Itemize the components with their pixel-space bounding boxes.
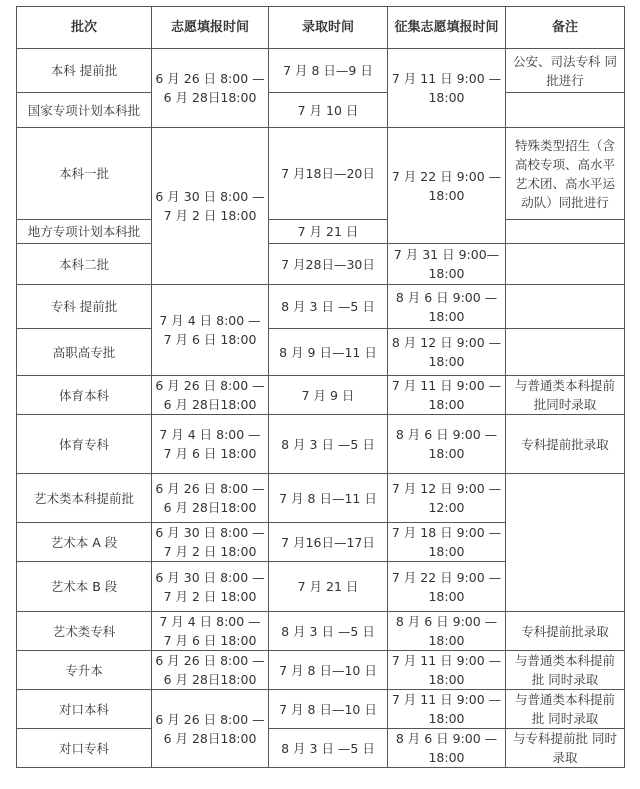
batch-name-cell: 本科一批 <box>17 128 152 220</box>
table-cell: 6 月 26 日 8:00 — 6 月 28日18:00 <box>152 651 269 690</box>
table-cell: 7 月 31 日 9:00—18:00 <box>388 244 506 285</box>
table-row <box>17 220 625 244</box>
table-cell: 7 月 18 日 9:00 — 18:00 <box>388 523 506 562</box>
table-cell: 7 月 11 日 9:00 — 18:00 <box>388 49 506 128</box>
table-cell <box>506 474 625 612</box>
batch-name-cell: 艺术本 B 段 <box>17 562 152 612</box>
header-batch: 批次 <box>17 7 152 49</box>
table-cell: 7 月 8 日—11 日 <box>269 474 388 523</box>
table-cell: 特殊类型招生（含高校专项、高水平艺术团、高水平运动队）同批进行 <box>506 128 625 220</box>
batch-name-cell: 体育本科 <box>17 376 152 415</box>
table-cell: 6 月 30 日 8:00 — 7 月 2 日 18:00 <box>152 128 269 285</box>
batch-name-cell: 体育专科 <box>17 415 152 474</box>
table-row <box>17 729 625 768</box>
table-cell: 7 月 8 日—10 日 <box>269 651 388 690</box>
table-cell: 专科提前批录取 <box>506 612 625 651</box>
table-row <box>17 415 625 474</box>
table-cell: 与普通类本科提前批 同时录取 <box>506 690 625 729</box>
table-cell <box>506 244 625 285</box>
table-row <box>17 244 625 285</box>
table-row <box>17 651 625 690</box>
table-cell: 8 月 3 日 —5 日 <box>269 612 388 651</box>
table-cell: 7 月 21 日 <box>269 220 388 244</box>
header-notes: 备注 <box>506 7 625 49</box>
table-cell: 7 月 11 日 9:00 — 18:00 <box>388 376 506 415</box>
table-cell: 7 月 4 日 8:00 — 7 月 6 日 18:00 <box>152 415 269 474</box>
table-cell: 7 月18日—20日 <box>269 128 388 220</box>
table-row <box>17 690 625 729</box>
table-cell: 公安、司法专科 同批进行 <box>506 49 625 93</box>
table-cell: 7 月 22 日 9:00 — 18:00 <box>388 128 506 244</box>
batch-name-cell: 艺术类本科提前批 <box>17 474 152 523</box>
table-row <box>17 329 625 376</box>
batch-name-cell: 对口本科 <box>17 690 152 729</box>
table-cell: 7 月 9 日 <box>269 376 388 415</box>
table-cell: 7 月16日—17日 <box>269 523 388 562</box>
batch-name-cell: 本科二批 <box>17 244 152 285</box>
table-cell: 6 月 30 日 8:00 — 7 月 2 日 18:00 <box>152 523 269 562</box>
table-cell: 8 月 3 日 —5 日 <box>269 729 388 768</box>
table-cell: 与普通类本科提前批同时录取 <box>506 376 625 415</box>
header-row <box>17 7 625 49</box>
batch-name-cell: 专升本 <box>17 651 152 690</box>
table-cell: 8 月 6 日 9:00 — 18:00 <box>388 285 506 329</box>
batch-name-cell: 专科 提前批 <box>17 285 152 329</box>
table-cell: 7 月 8 日—10 日 <box>269 690 388 729</box>
table-cell: 6 月 26 日 8:00 — 6 月 28日18:00 <box>152 474 269 523</box>
table-body <box>17 49 625 768</box>
table-row <box>17 128 625 220</box>
header-admission-time: 录取时间 <box>269 7 388 49</box>
table-cell: 7 月 10 日 <box>269 93 388 128</box>
table-cell: 7 月 8 日—9 日 <box>269 49 388 93</box>
batch-name-cell: 高职高专批 <box>17 329 152 376</box>
batch-name-cell: 国家专项计划本科批 <box>17 93 152 128</box>
table-cell <box>506 285 625 329</box>
table-cell <box>506 220 625 244</box>
table-cell: 与普通类本科提前批 同时录取 <box>506 651 625 690</box>
table-cell: 8 月 3 日 —5 日 <box>269 285 388 329</box>
table-cell: 7 月 4 日 8:00 — 7 月 6 日 18:00 <box>152 285 269 376</box>
table-cell: 8 月 6 日 9:00 — 18:00 <box>388 415 506 474</box>
table-cell: 与专科提前批 同时录取 <box>506 729 625 768</box>
table-row <box>17 612 625 651</box>
batch-name-cell: 对口专科 <box>17 729 152 768</box>
batch-name-cell: 艺术类专科 <box>17 612 152 651</box>
batch-name-cell: 本科 提前批 <box>17 49 152 93</box>
table-cell: 7 月28日—30日 <box>269 244 388 285</box>
table-row <box>17 376 625 415</box>
table-row <box>17 93 625 128</box>
table-cell: 7 月 21 日 <box>269 562 388 612</box>
table-cell: 8 月 12 日 9:00 — 18:00 <box>388 329 506 376</box>
table-cell: 8 月 3 日 —5 日 <box>269 415 388 474</box>
batch-name-cell: 艺术本 A 段 <box>17 523 152 562</box>
table-cell: 6 月 26 日 8:00 — 6 月 28日18:00 <box>152 690 269 768</box>
table-cell: 专科提前批录取 <box>506 415 625 474</box>
table-cell: 8 月 6 日 9:00 — 18:00 <box>388 729 506 768</box>
table-cell: 7 月 12 日 9:00 — 12:00 <box>388 474 506 523</box>
table-row <box>17 49 625 93</box>
header-application-time: 志愿填报时间 <box>152 7 269 49</box>
table-cell: 7 月 11 日 9:00 — 18:00 <box>388 651 506 690</box>
table-cell: 6 月 26 日 8:00 — 6 月 28日18:00 <box>152 376 269 415</box>
table-cell <box>506 93 625 128</box>
header-supplementary-time: 征集志愿填报时间 <box>388 7 506 49</box>
table-cell: 7 月 4 日 8:00 — 7 月 6 日 18:00 <box>152 612 269 651</box>
admission-schedule-table <box>16 6 625 768</box>
table-cell: 6 月 26 日 8:00 — 6 月 28日18:00 <box>152 49 269 128</box>
batch-name-cell: 地方专项计划本科批 <box>17 220 152 244</box>
table-cell: 6 月 30 日 8:00 — 7 月 2 日 18:00 <box>152 562 269 612</box>
table-row <box>17 285 625 329</box>
table-cell: 7 月 11 日 9:00 — 18:00 <box>388 690 506 729</box>
table-cell <box>506 329 625 376</box>
table-cell: 8 月 9 日—11 日 <box>269 329 388 376</box>
table-row <box>17 474 625 523</box>
table-cell: 7 月 22 日 9:00 — 18:00 <box>388 562 506 612</box>
table-cell: 8 月 6 日 9:00 — 18:00 <box>388 612 506 651</box>
